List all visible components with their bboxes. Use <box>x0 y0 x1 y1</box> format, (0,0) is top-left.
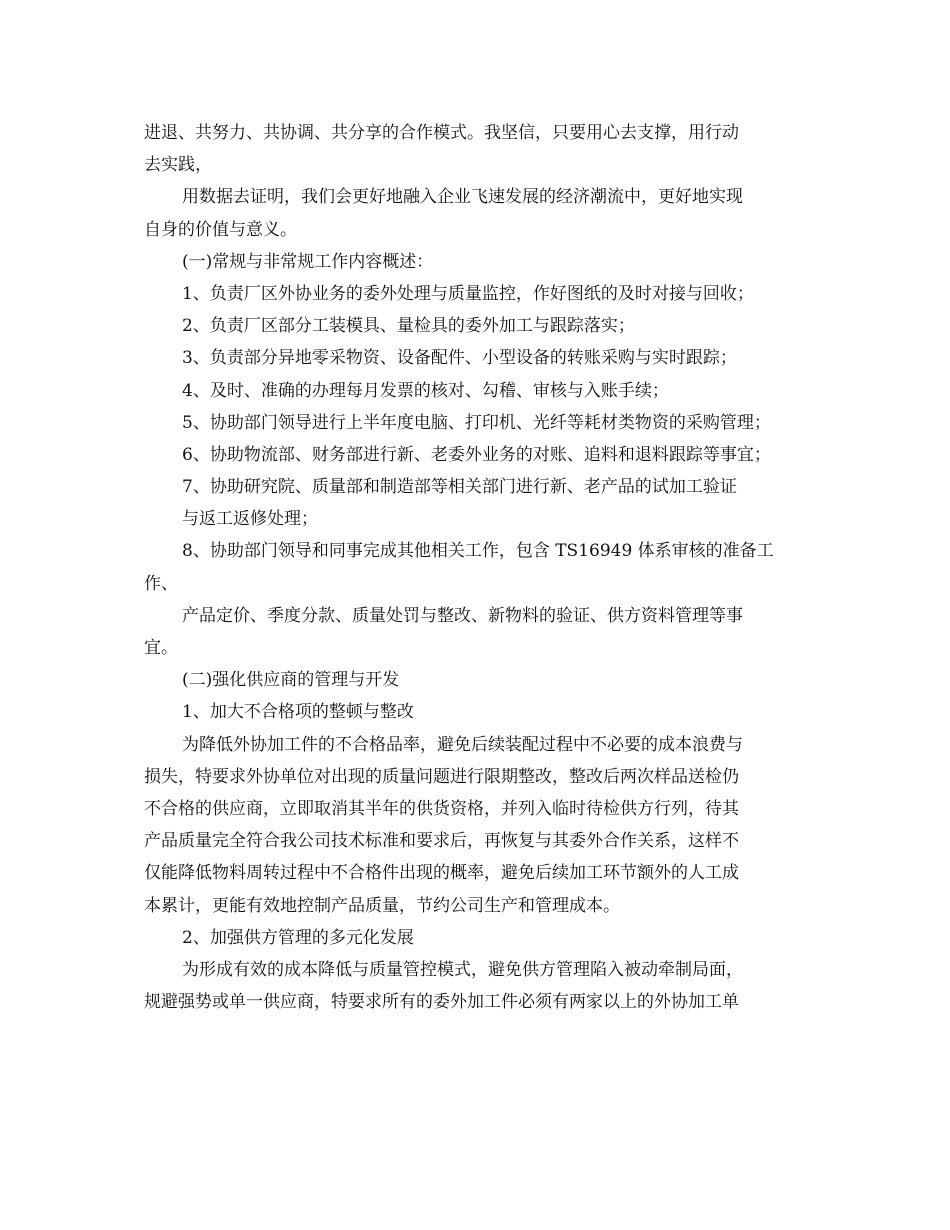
text-line: 为降低外协加工件的不合格品率，避免后续装配过程中不必要的成本浪费与 <box>182 734 743 755</box>
text-line: 损失，特要求外协单位对出现的质量问题进行限期整改，整改后两次样品送检仍 <box>144 766 739 787</box>
text-line: 2、加强供方管理的多元化发展 <box>182 927 414 948</box>
text-line: 不合格的供应商，立即取消其半年的供货资格，并列入临时待检供方行列，待其 <box>144 798 739 819</box>
text-line: 仅能降低物料周转过程中不合格件出现的概率，避免后续加工环节额外的人工成 <box>144 863 739 884</box>
text-line: 8、协助部门领导和同事完成其他相关工作，包含 TS16949 体系审核的准备工 <box>182 541 774 562</box>
text-line: 2、负责厂区部分工装模具、量检具的委外加工与跟踪落实； <box>182 316 635 337</box>
text-line: 作、 <box>144 573 178 594</box>
document-body <box>144 117 824 1018</box>
text-line: 产品质量完全符合我公司技术标准和要求后，再恢复与其委外合作关系，这样不 <box>144 831 739 852</box>
text-line: 7、协助研究院、质量部和制造部等相关部门进行新、老产品的试加工验证 <box>182 477 737 498</box>
text-line: 自身的价值与意义。 <box>144 219 297 240</box>
text-line: 本累计，更能有效地控制产品质量，节约公司生产和管理成本。 <box>144 895 620 916</box>
text-line: 宜。 <box>144 638 178 658</box>
text-line: 1、加大不合格项的整顿与整改 <box>182 702 414 723</box>
text-line: 与返工返修处理； <box>182 509 318 530</box>
text-line: (二)强化供应商的管理与开发 <box>182 670 400 691</box>
text-line: 3、负责部分异地零采物资、设备配件、小型设备的转账采购与实时跟踪； <box>182 348 737 369</box>
text-line: 规避强势或单一供应商，特要求所有的委外加工件必须有两家以上的外协加工单 <box>144 992 739 1013</box>
text-line: 用数据去证明，我们会更好地融入企业飞速发展的经济潮流中，更好地实现 <box>182 187 743 208</box>
text-line: 去实践， <box>144 155 212 176</box>
text-line: 5、协助部门领导进行上半年度电脑、打印机、光纤等耗材类物资的采购管理； <box>182 412 771 433</box>
text-line: 进退、共努力、共协调、共分享的合作模式。我坚信，只要用心去支撑，用行动 <box>144 123 739 143</box>
text-line: 6、协助物流部、财务部进行新、老委外业务的对账、追料和退料跟踪等事宜； <box>182 444 771 465</box>
text-line: 1、负责厂区外协业务的委外处理与质量监控，作好图纸的及时对接与回收； <box>182 283 754 304</box>
text-line: 为形成有效的成本降低与质量管控模式，避免供方管理陷入被动牵制局面， <box>182 959 743 980</box>
text-line: 4、及时、准确的办理每月发票的核对、勾稽、审核与入账手续； <box>182 380 669 401</box>
text-line: (一)常规与非常规工作内容概述： <box>182 251 434 272</box>
text-line: 产品定价、季度分款、质量处罚与整改、新物料的验证、供方资料管理等事 <box>182 605 743 626</box>
